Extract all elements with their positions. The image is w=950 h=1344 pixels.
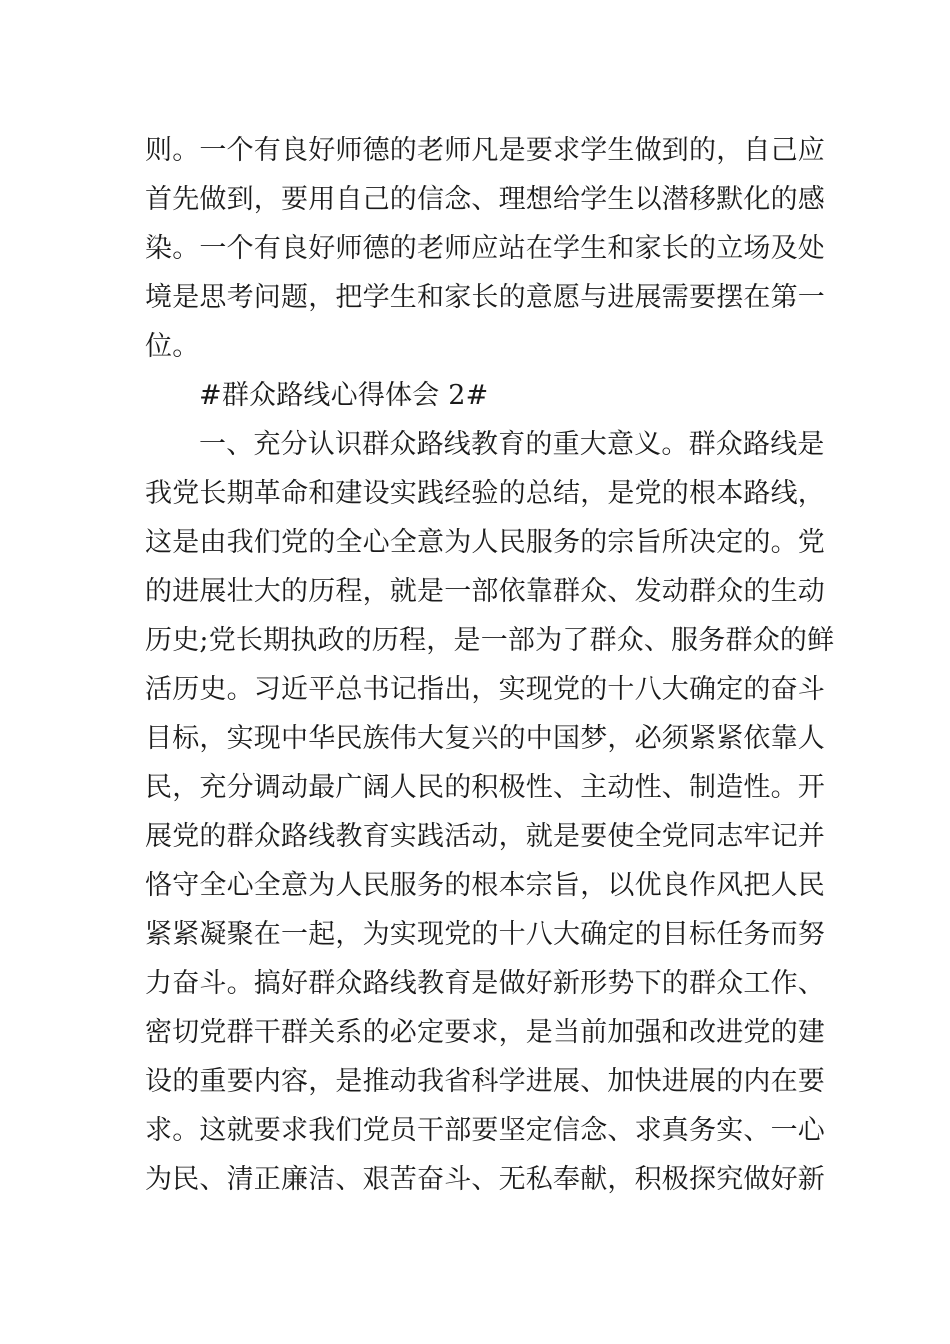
- paragraph-line: 一、充分认识群众路线教育的重大意义。群众路线是: [199, 429, 825, 460]
- paragraph-line: 密切党群干群关系的必定要求，是当前加强和改进党的建: [145, 1017, 825, 1048]
- paragraph-line: 这是由我们党的全心全意为人民服务的宗旨所决定的。党: [145, 527, 825, 558]
- paragraph-line: 历史;党长期执政的历程，是一部为了群众、服务群众的鲜: [145, 625, 835, 656]
- paragraph-line: 恪守全心全意为人民服务的根本宗旨，以优良作风把人民: [145, 870, 825, 901]
- paragraph-line: 的进展壮大的历程，就是一部依靠群众、发动群众的生动: [145, 576, 825, 607]
- paragraph-line: 民，充分调动最广阔人民的积极性、主动性、制造性。开: [145, 772, 825, 803]
- paragraph-line: 紧紧凝聚在一起，为实现党的十八大确定的目标任务而努: [145, 919, 825, 950]
- paragraph-line: 位。: [145, 331, 200, 362]
- section-heading: #群众路线心得体会 2#: [199, 380, 489, 411]
- paragraph-line: 展党的群众路线教育实践活动，就是要使全党同志牢记并: [145, 821, 825, 852]
- paragraph-line: 则。一个有良好师德的老师凡是要求学生做到的，自己应: [145, 135, 825, 166]
- paragraph-line: 首先做到，要用自己的信念、理想给学生以潜移默化的感: [145, 184, 825, 215]
- paragraph-line: 境是思考问题，把学生和家长的意愿与进展需要摆在第一: [145, 282, 825, 313]
- paragraph-line: 目标，实现中华民族伟大复兴的中国梦，必须紧紧依靠人: [145, 723, 825, 754]
- paragraph-line: 设的重要内容，是推动我省科学进展、加快进展的内在要: [145, 1066, 825, 1097]
- paragraph-line: 力奋斗。搞好群众路线教育是做好新形势下的群众工作、: [145, 968, 825, 999]
- paragraph-line: 为民、清正廉洁、艰苦奋斗、无私奉献，积极探究做好新: [145, 1164, 825, 1195]
- paragraph-line: 染。一个有良好师德的老师应站在学生和家长的立场及处: [145, 233, 825, 264]
- paragraph-line: 求。这就要求我们党员干部要坚定信念、求真务实、一心: [145, 1115, 825, 1146]
- paragraph-line: 活历史。习近平总书记指出，实现党的十八大确定的奋斗: [145, 674, 825, 705]
- paragraph-line: 我党长期革命和建设实践经验的总结，是党的根本路线，: [145, 478, 825, 509]
